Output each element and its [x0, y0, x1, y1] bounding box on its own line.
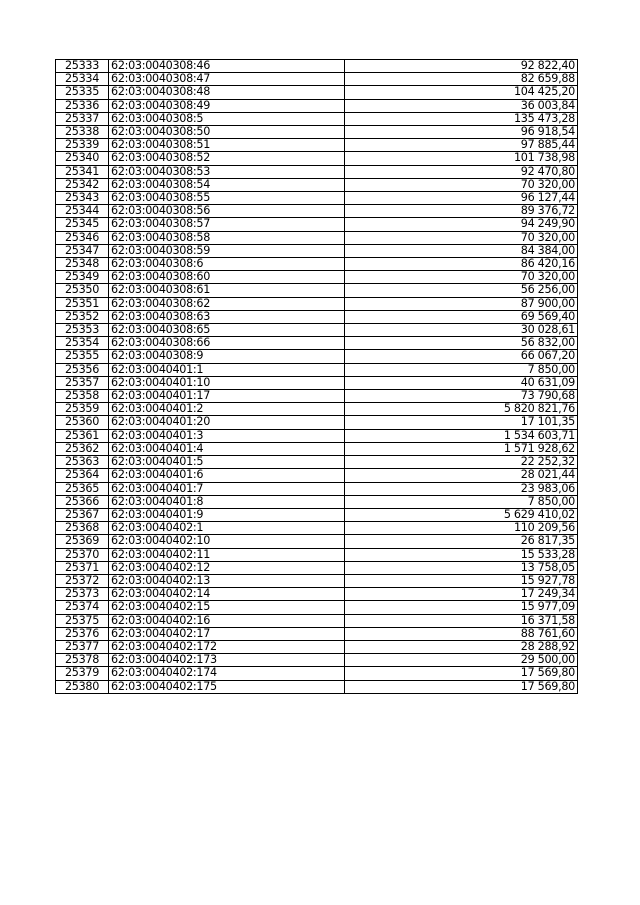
cadastral-value-cell: 110 209,56 [345, 522, 578, 535]
table-row [56, 310, 578, 323]
cadastral-number-cell: 62:03:0040308:48 [109, 86, 345, 99]
row-number-cell: 25337 [56, 112, 109, 125]
cadastral-number-cell: 62:03:0040401:6 [109, 469, 345, 482]
table-row [56, 324, 578, 337]
table-row [56, 640, 578, 653]
table-row [56, 535, 578, 548]
cadastral-value-cell: 22 252,32 [345, 456, 578, 469]
table-row [56, 60, 578, 73]
cadastral-number-cell: 62:03:0040308:63 [109, 310, 345, 323]
cadastral-value-cell: 97 885,44 [345, 139, 578, 152]
cadastral-number-cell: 62:03:0040401:9 [109, 508, 345, 521]
row-number-cell: 25370 [56, 548, 109, 561]
row-number-cell: 25345 [56, 218, 109, 231]
cadastral-value-cell: 69 569,40 [345, 310, 578, 323]
row-number-cell: 25340 [56, 152, 109, 165]
row-number-cell: 25375 [56, 614, 109, 627]
cadastral-value-cell: 96 918,54 [345, 126, 578, 139]
table-row [56, 469, 578, 482]
cadastral-number-cell: 62:03:0040308:61 [109, 284, 345, 297]
cadastral-value-cell: 16 371,58 [345, 614, 578, 627]
cadastral-number-cell: 62:03:0040402:11 [109, 548, 345, 561]
cadastral-number-cell: 62:03:0040401:1 [109, 363, 345, 376]
cadastral-number-cell: 62:03:0040401:20 [109, 416, 345, 429]
cadastral-value-cell: 28 021,44 [345, 469, 578, 482]
row-number-cell: 25359 [56, 403, 109, 416]
cadastral-value-cell: 1 534 603,71 [345, 429, 578, 442]
cadastral-value-cell: 135 473,28 [345, 112, 578, 125]
row-number-cell: 25365 [56, 482, 109, 495]
table-row [56, 178, 578, 191]
table-row [56, 231, 578, 244]
row-number-cell: 25366 [56, 495, 109, 508]
cadastral-value-cell: 30 028,61 [345, 324, 578, 337]
row-number-cell: 25339 [56, 139, 109, 152]
table-row [56, 574, 578, 587]
cadastral-number-cell: 62:03:0040308:66 [109, 337, 345, 350]
row-number-cell: 25344 [56, 205, 109, 218]
table-row [56, 429, 578, 442]
cadastral-value-cell: 7 850,00 [345, 495, 578, 508]
cadastral-value-cell: 17 569,80 [345, 680, 578, 693]
cadastral-number-cell: 62:03:0040308:59 [109, 244, 345, 257]
cadastral-number-cell: 62:03:0040308:5 [109, 112, 345, 125]
table-row [56, 508, 578, 521]
cadastral-value-cell: 26 817,35 [345, 535, 578, 548]
cadastral-value-cell: 66 067,20 [345, 350, 578, 363]
cadastral-value-cell: 96 127,44 [345, 192, 578, 205]
row-number-cell: 25347 [56, 244, 109, 257]
table-row [56, 667, 578, 680]
table-row [56, 376, 578, 389]
cadastral-number-cell: 62:03:0040308:49 [109, 99, 345, 112]
cadastral-number-cell: 62:03:0040308:51 [109, 139, 345, 152]
cadastral-number-cell: 62:03:0040402:1 [109, 522, 345, 535]
cadastral-number-cell: 62:03:0040401:17 [109, 390, 345, 403]
row-number-cell: 25351 [56, 297, 109, 310]
row-number-cell: 25356 [56, 363, 109, 376]
cadastral-value-cell: 15 533,28 [345, 548, 578, 561]
table-row [56, 218, 578, 231]
row-number-cell: 25358 [56, 390, 109, 403]
table-row [56, 86, 578, 99]
table-row [56, 601, 578, 614]
table-row [56, 350, 578, 363]
row-number-cell: 25360 [56, 416, 109, 429]
table-row [56, 112, 578, 125]
table-row [56, 363, 578, 376]
row-number-cell: 25377 [56, 640, 109, 653]
table-row [56, 614, 578, 627]
cadastral-number-cell: 62:03:0040401:4 [109, 442, 345, 455]
row-number-cell: 25361 [56, 429, 109, 442]
row-number-cell: 25357 [56, 376, 109, 389]
cadastral-value-cell: 101 738,98 [345, 152, 578, 165]
cadastral-value-cell: 70 320,00 [345, 231, 578, 244]
table-row [56, 403, 578, 416]
row-number-cell: 25348 [56, 258, 109, 271]
cadastral-number-cell: 62:03:0040402:175 [109, 680, 345, 693]
cadastral-number-cell: 62:03:0040308:52 [109, 152, 345, 165]
cadastral-value-cell: 23 983,06 [345, 482, 578, 495]
row-number-cell: 25373 [56, 588, 109, 601]
cadastral-value-cell: 56 256,00 [345, 284, 578, 297]
cadastral-number-cell: 62:03:0040308:60 [109, 271, 345, 284]
cadastral-number-cell: 62:03:0040308:65 [109, 324, 345, 337]
cadastral-value-cell: 5 629 410,02 [345, 508, 578, 521]
cadastral-number-cell: 62:03:0040308:9 [109, 350, 345, 363]
row-number-cell: 25369 [56, 535, 109, 548]
row-number-cell: 25374 [56, 601, 109, 614]
cadastral-value-cell: 104 425,20 [345, 86, 578, 99]
table-row [56, 390, 578, 403]
row-number-cell: 25346 [56, 231, 109, 244]
cadastral-value-cell: 87 900,00 [345, 297, 578, 310]
cadastral-number-cell: 62:03:0040308:56 [109, 205, 345, 218]
cadastral-number-cell: 62:03:0040308:6 [109, 258, 345, 271]
cadastral-value-cell: 17 569,80 [345, 667, 578, 680]
table-row [56, 561, 578, 574]
cadastral-number-cell: 62:03:0040402:172 [109, 640, 345, 653]
cadastral-number-cell: 62:03:0040308:54 [109, 178, 345, 191]
cadastral-value-cell: 15 977,09 [345, 601, 578, 614]
row-number-cell: 25362 [56, 442, 109, 455]
table-row [56, 152, 578, 165]
cadastral-value-cell: 86 420,16 [345, 258, 578, 271]
table-body [56, 60, 578, 694]
cadastral-value-cell: 36 003,84 [345, 99, 578, 112]
cadastral-number-cell: 62:03:0040308:62 [109, 297, 345, 310]
cadastral-number-cell: 62:03:0040402:15 [109, 601, 345, 614]
cadastral-value-cell: 70 320,00 [345, 271, 578, 284]
row-number-cell: 25335 [56, 86, 109, 99]
table-row [56, 337, 578, 350]
table-row [56, 139, 578, 152]
table-row [56, 297, 578, 310]
row-number-cell: 25341 [56, 165, 109, 178]
cadastral-value-cell: 28 288,92 [345, 640, 578, 653]
cadastral-number-cell: 62:03:0040401:7 [109, 482, 345, 495]
cadastral-number-cell: 62:03:0040308:46 [109, 60, 345, 73]
cadastral-value-cell: 29 500,00 [345, 654, 578, 667]
table-row [56, 244, 578, 257]
cadastral-value-cell: 88 761,60 [345, 627, 578, 640]
row-number-cell: 25353 [56, 324, 109, 337]
cadastral-number-cell: 62:03:0040401:2 [109, 403, 345, 416]
cadastral-value-cell: 89 376,72 [345, 205, 578, 218]
table-row [56, 205, 578, 218]
cadastral-value-cell: 84 384,00 [345, 244, 578, 257]
cadastral-value-cell: 92 470,80 [345, 165, 578, 178]
cadastral-number-cell: 62:03:0040308:55 [109, 192, 345, 205]
cadastral-number-cell: 62:03:0040402:17 [109, 627, 345, 640]
row-number-cell: 25372 [56, 574, 109, 587]
cadastral-value-cell: 13 758,05 [345, 561, 578, 574]
table-row [56, 126, 578, 139]
cadastral-number-cell: 62:03:0040402:16 [109, 614, 345, 627]
table-row [56, 271, 578, 284]
cadastral-value-cell: 92 822,40 [345, 60, 578, 73]
cadastral-value-cell: 40 631,09 [345, 376, 578, 389]
row-number-cell: 25338 [56, 126, 109, 139]
table-row [56, 495, 578, 508]
row-number-cell: 25368 [56, 522, 109, 535]
cadastral-value-cell: 56 832,00 [345, 337, 578, 350]
cadastral-number-cell: 62:03:0040308:57 [109, 218, 345, 231]
row-number-cell: 25336 [56, 99, 109, 112]
cadastral-number-cell: 62:03:0040308:53 [109, 165, 345, 178]
cadastral-number-cell: 62:03:0040401:8 [109, 495, 345, 508]
table-row [56, 258, 578, 271]
table-row [56, 588, 578, 601]
cadastral-value-cell: 5 820 821,76 [345, 403, 578, 416]
cadastral-value-cell: 17 249,34 [345, 588, 578, 601]
cadastral-number-cell: 62:03:0040402:174 [109, 667, 345, 680]
row-number-cell: 25364 [56, 469, 109, 482]
table-row [56, 627, 578, 640]
row-number-cell: 25378 [56, 654, 109, 667]
table-row [56, 165, 578, 178]
row-number-cell: 25352 [56, 310, 109, 323]
cadastral-value-cell: 17 101,35 [345, 416, 578, 429]
row-number-cell: 25363 [56, 456, 109, 469]
row-number-cell: 25367 [56, 508, 109, 521]
cadastral-number-cell: 62:03:0040402:14 [109, 588, 345, 601]
cadastral-number-cell: 62:03:0040401:5 [109, 456, 345, 469]
table-row [56, 522, 578, 535]
row-number-cell: 25371 [56, 561, 109, 574]
cadastral-value-cell: 70 320,00 [345, 178, 578, 191]
cadastral-number-cell: 62:03:0040308:47 [109, 73, 345, 86]
cadastral-number-cell: 62:03:0040402:12 [109, 561, 345, 574]
cadastral-number-cell: 62:03:0040402:173 [109, 654, 345, 667]
cadastral-number-cell: 62:03:0040401:3 [109, 429, 345, 442]
table-row [56, 442, 578, 455]
cadastral-number-cell: 62:03:0040308:58 [109, 231, 345, 244]
cadastral-value-cell: 82 659,88 [345, 73, 578, 86]
row-number-cell: 25343 [56, 192, 109, 205]
table-row [56, 73, 578, 86]
cadastral-value-cell: 73 790,68 [345, 390, 578, 403]
cadastral-value-cell: 94 249,90 [345, 218, 578, 231]
cadastral-number-cell: 62:03:0040308:50 [109, 126, 345, 139]
table-row [56, 482, 578, 495]
table-row [56, 548, 578, 561]
cadastral-value-table [55, 59, 578, 694]
table-row [56, 284, 578, 297]
cadastral-value-cell: 1 571 928,62 [345, 442, 578, 455]
row-number-cell: 25342 [56, 178, 109, 191]
cadastral-value-cell: 7 850,00 [345, 363, 578, 376]
cadastral-number-cell: 62:03:0040401:10 [109, 376, 345, 389]
table-row [56, 680, 578, 693]
row-number-cell: 25349 [56, 271, 109, 284]
row-number-cell: 25334 [56, 73, 109, 86]
row-number-cell: 25333 [56, 60, 109, 73]
row-number-cell: 25350 [56, 284, 109, 297]
cadastral-number-cell: 62:03:0040402:10 [109, 535, 345, 548]
table-row [56, 416, 578, 429]
cadastral-number-cell: 62:03:0040402:13 [109, 574, 345, 587]
cadastral-value-cell: 15 927,78 [345, 574, 578, 587]
table-row [56, 99, 578, 112]
row-number-cell: 25380 [56, 680, 109, 693]
row-number-cell: 25376 [56, 627, 109, 640]
row-number-cell: 25355 [56, 350, 109, 363]
table-row [56, 192, 578, 205]
row-number-cell: 25379 [56, 667, 109, 680]
row-number-cell: 25354 [56, 337, 109, 350]
table-row [56, 654, 578, 667]
table-row [56, 456, 578, 469]
